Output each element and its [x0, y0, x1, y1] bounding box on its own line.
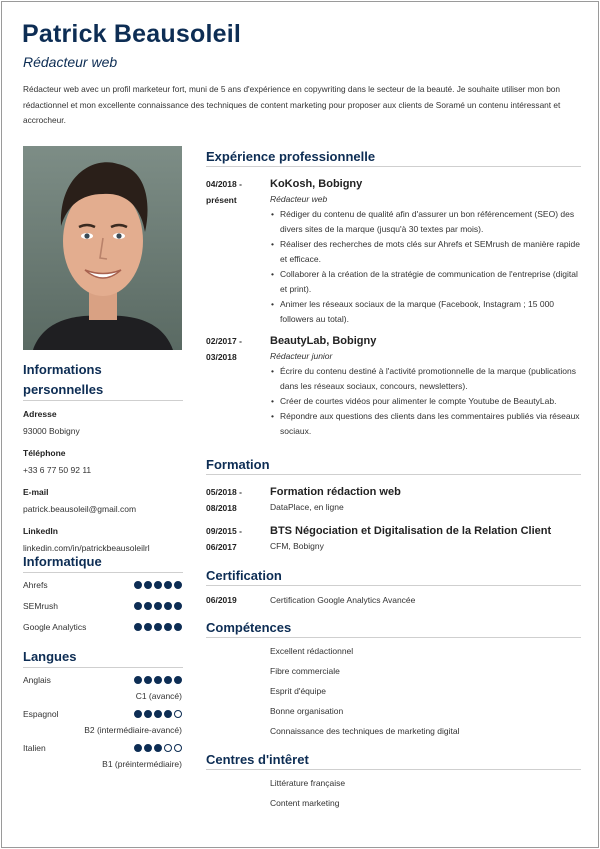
interest-item: Littérature française [270, 778, 346, 788]
skill-label: SEMrush [23, 601, 58, 611]
info-item-linkedin [23, 526, 183, 553]
bullet-item: • Animer les réseaux sociaux de la marque (Facebook, Instagram ; 15 000 followers au total). [270, 297, 581, 327]
filled-dot-icon [134, 744, 142, 752]
candidate-name: Patrick Beausoleil [22, 20, 241, 48]
competence-item: Esprit d'équipe [270, 686, 326, 696]
filled-dot-icon [134, 676, 142, 684]
filled-dot-icon [164, 602, 172, 610]
empty-dot-icon [174, 744, 182, 752]
filled-dot-icon [154, 581, 162, 589]
entry-title: BTS Négociation et Digitalisation de la Relation Client [270, 525, 552, 537]
filled-dot-icon [134, 623, 142, 631]
formation-section [206, 456, 581, 554]
filled-dot-icon [174, 602, 182, 610]
entry-date: 09/2015 - 06/2017 [206, 526, 242, 552]
entry-date: 04/2018 - présent [206, 179, 242, 205]
section-divider [206, 769, 581, 770]
info-value: 93000 Bobigny [23, 426, 80, 436]
bullet-item: • Écrire du contenu destiné à l'activité promotionnelle de la marque (publications dans les réseaux sociaux, concours, newsletters). [270, 364, 581, 394]
personal-info-section [23, 360, 183, 565]
entry-text: Certification Google Analytics Avancée [270, 595, 416, 605]
info-value: +33 6 77 50 92 11 [23, 465, 92, 475]
language-row [23, 743, 183, 777]
info-label: LinkedIn [23, 526, 58, 536]
entry-company: KoKosh, Bobigny [270, 178, 363, 190]
formation-title: Formation [206, 457, 270, 472]
bullet-item: • Réaliser des recherches de mots clés sur Ahrefs et SEMrush de manière rapide et efficace. [270, 237, 581, 267]
experience-entry [206, 333, 581, 439]
entry-company: BeautyLab, Bobigny [270, 335, 377, 347]
competences-section [206, 619, 581, 741]
filled-dot-icon [144, 676, 152, 684]
experience-section [206, 148, 581, 439]
bullet-item: • Répondre aux questions des clients dans les commentaires publiés via réseaux sociaux. [270, 409, 581, 439]
competence-item: Fibre commerciale [270, 666, 340, 676]
filled-dot-icon [144, 623, 152, 631]
language-label: Espagnol [23, 709, 59, 719]
langues-section [23, 647, 183, 777]
filled-dot-icon [154, 602, 162, 610]
section-divider [23, 572, 183, 573]
filled-dot-icon [164, 676, 172, 684]
filled-dot-icon [144, 581, 152, 589]
info-item-address [23, 409, 183, 436]
filled-dot-icon [134, 710, 142, 718]
rating-dots [134, 581, 182, 589]
skill-row [23, 601, 183, 622]
info-label: E-mail [23, 487, 49, 497]
profile-photo [23, 146, 182, 350]
filled-dot-icon [134, 581, 142, 589]
filled-dot-icon [144, 744, 152, 752]
entry-position: Rédacteur junior [270, 351, 333, 361]
entry-title: Formation rédaction web [270, 486, 401, 498]
filled-dot-icon [154, 710, 162, 718]
section-divider [206, 166, 581, 167]
section-divider [206, 474, 581, 475]
skill-label: Google Analytics [23, 622, 87, 632]
filled-dot-icon [134, 602, 142, 610]
entry-position: Rédacteur web [270, 194, 328, 204]
competence-item: Connaissance des techniques de marketing digital [270, 726, 460, 736]
info-item-phone [23, 448, 183, 475]
bullet-item: • Créer de courtes vidéos pour alimenter le compte Youtube de BeautyLab. [270, 394, 581, 409]
langues-title: Langues [23, 649, 77, 664]
certification-entry [206, 592, 581, 608]
filled-dot-icon [164, 710, 172, 718]
informatique-section [23, 552, 183, 643]
linkedin-link[interactable]: linkedin.com/in/patrickbeausoleilrl [23, 543, 150, 553]
profile-summary: Rédacteur web avec un profil marketeur fort, muni de 5 ans d'expérience en copywriting dans le secteur de la beauté. Je souhaite utiliser mon bon rédactionnel et mon excellente connaissance des techniques de content marketing pour proposer aux clients de Soramé un contenu intéressant et accrocheur. [23, 84, 561, 125]
email-link[interactable]: patrick.beausoleil@gmail.com [23, 504, 137, 514]
rating-dots [134, 710, 182, 718]
rating-dots [134, 623, 182, 631]
info-label: Téléphone [23, 448, 66, 458]
filled-dot-icon [144, 602, 152, 610]
skill-row [23, 622, 183, 643]
filled-dot-icon [154, 676, 162, 684]
rating-dots [134, 744, 182, 752]
candidate-role: Rédacteur web [23, 54, 118, 70]
bullet-item: • Collaborer à la création de la stratégie de communication de l'entreprise (digital et print). [270, 267, 581, 297]
language-label: Anglais [23, 675, 51, 685]
competences-title: Compétences [206, 620, 292, 635]
bullet-item: • Rédiger du contenu de qualité afin d'assurer un bon référencement (SEO) des divers sites de la marque (jusqu'à 30 textes par mois). [270, 207, 581, 237]
section-divider [206, 585, 581, 586]
certification-section [206, 567, 581, 608]
experience-title: Expérience professionnelle [206, 149, 376, 164]
filled-dot-icon [164, 581, 172, 589]
informatique-title: Informatique [23, 554, 102, 569]
competence-item: Excellent rédactionnel [270, 646, 354, 656]
resume-page [1, 1, 599, 848]
filled-dot-icon [154, 744, 162, 752]
language-row [23, 675, 183, 709]
rating-dots [134, 676, 182, 684]
entry-date: 02/2017 - 03/2018 [206, 336, 242, 362]
entry-date: 05/2018 - 08/2018 [206, 487, 242, 513]
rating-dots [134, 602, 182, 610]
interets-title: Centres d'intêret [206, 752, 309, 767]
section-divider [23, 667, 183, 668]
portrait-image [23, 146, 182, 350]
interest-item: Content marketing [270, 798, 340, 808]
language-label: Italien [23, 743, 46, 753]
section-divider [206, 637, 581, 638]
entry-school: CFM, Bobigny [270, 541, 324, 551]
experience-entry [206, 176, 581, 327]
empty-dot-icon [164, 744, 172, 752]
language-level: C1 (avancé) [135, 691, 182, 701]
filled-dot-icon [174, 676, 182, 684]
certification-title: Certification [206, 568, 282, 583]
filled-dot-icon [154, 623, 162, 631]
formation-entry [206, 523, 581, 554]
entry-date: 06/2019 [206, 595, 237, 605]
language-row [23, 709, 183, 743]
language-level: B1 (préintermédiaire) [102, 759, 182, 769]
interets-section [206, 751, 581, 813]
competence-item: Bonne organisation [270, 706, 344, 716]
filled-dot-icon [174, 581, 182, 589]
filled-dot-icon [174, 623, 182, 631]
skill-row [23, 580, 183, 601]
formation-entry [206, 484, 581, 515]
info-item-email [23, 487, 183, 514]
entry-bullets [270, 364, 581, 439]
personal-info-title: Informations personnelles [23, 362, 104, 397]
section-divider [23, 400, 183, 401]
filled-dot-icon [144, 710, 152, 718]
language-level: B2 (intermédiaire-avancé) [84, 725, 182, 735]
info-label: Adresse [23, 409, 57, 419]
entry-bullets [270, 207, 581, 327]
empty-dot-icon [174, 710, 182, 718]
filled-dot-icon [164, 623, 172, 631]
skill-label: Ahrefs [23, 580, 48, 590]
entry-school: DataPlace, en ligne [270, 502, 344, 512]
